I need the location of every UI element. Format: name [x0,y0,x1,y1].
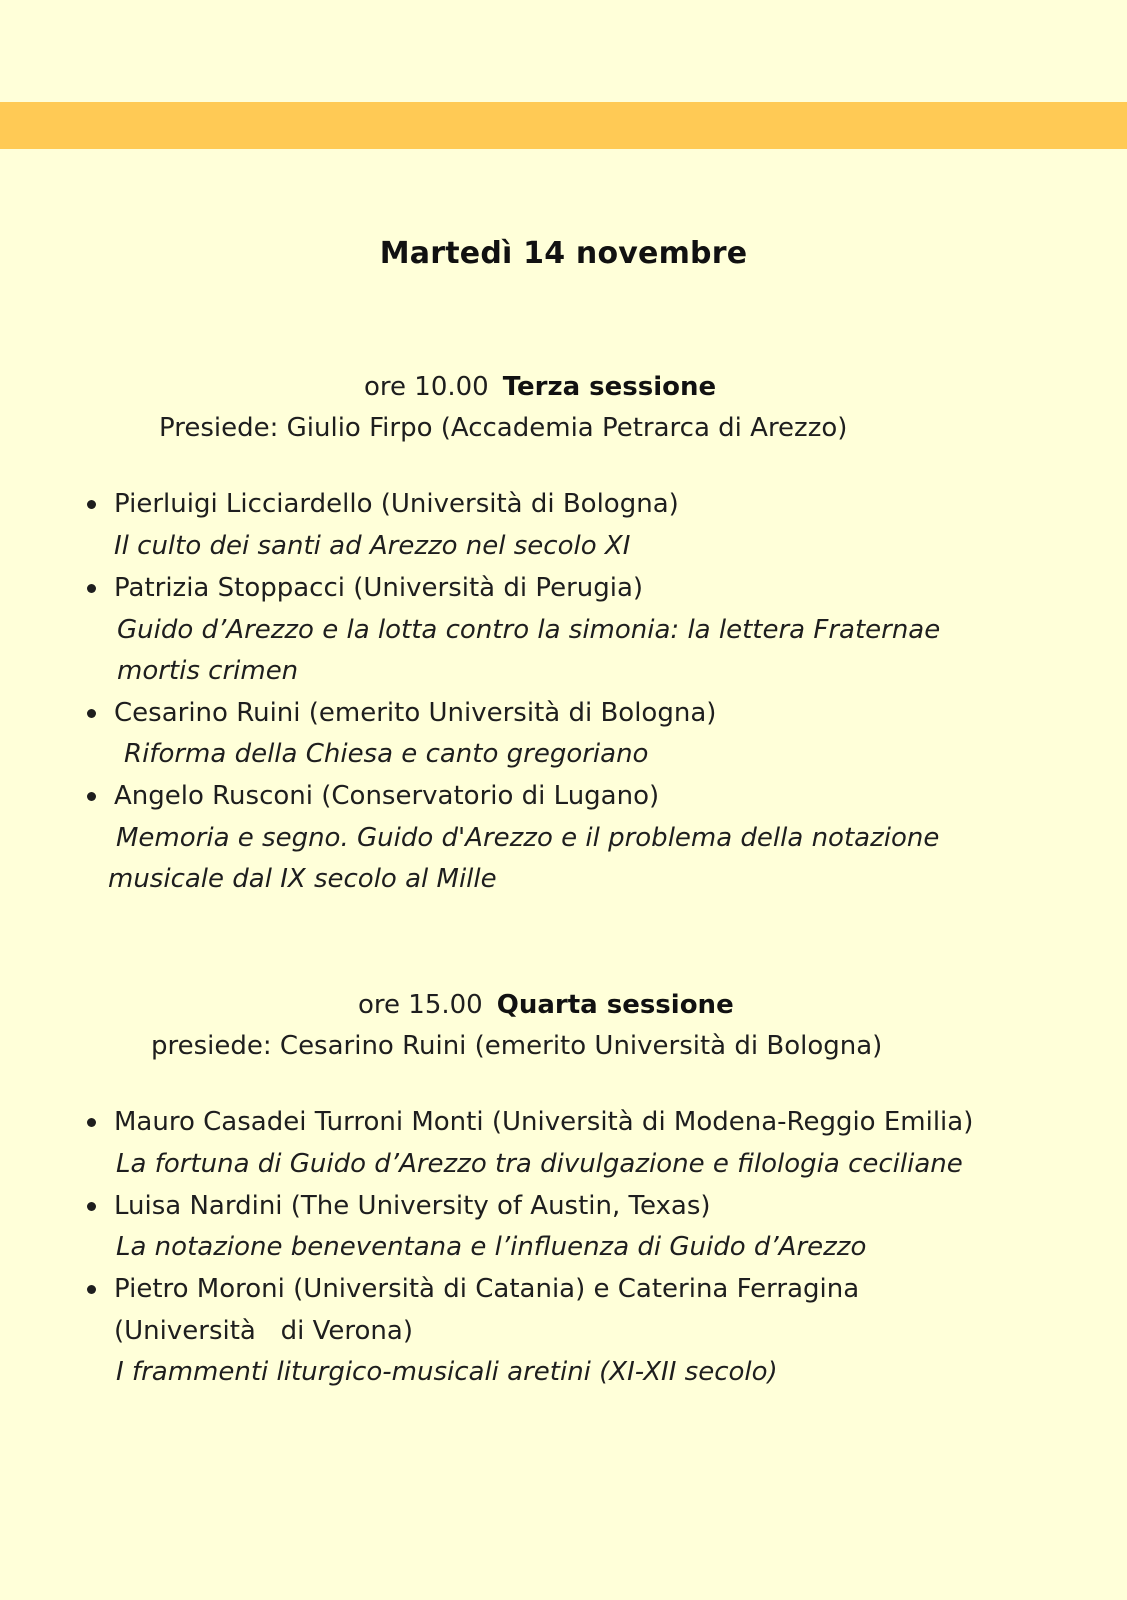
session-2-time: ore 15.00 [358,990,483,1020]
talk-title: Il culto dei santi ad Arezzo nel secolo XI [114,531,631,561]
day-title: Martedì 14 novembre [379,236,748,271]
talk-speaker: Mauro Casadei Turroni Monti (Università di Modena-Reggio Emilia) [114,1107,974,1137]
talk-title: La notazione beneventana e l’influenza di Guido d’Arezzo [116,1232,867,1262]
talk-speaker: Cesarino Ruini (emerito Università di Bologna) [114,698,717,728]
talk-speaker: Angelo Rusconi (Conservatorio di Lugano) [114,781,660,811]
session-1-chair: Presiede: Giulio Firpo (Accademia Petrarca di Arezzo) [159,413,848,443]
talk-title: mortis crimen [117,656,299,686]
talk-speaker: Patrizia Stoppacci (Università di Perugia) [114,573,644,603]
talk-speaker: Pietro Moroni (Università di Catania) e Caterina Ferragina [114,1274,860,1304]
talk-title: Memoria e segno. Guido d'Arezzo e il problema della notazione [116,823,940,853]
top-color-band [0,102,1127,149]
bullet-dot [87,1285,96,1294]
talk-title: musicale dal IX secolo al Mille [108,864,497,894]
bullet-dot [87,584,96,593]
session-2-heading [358,990,734,1020]
session-2-chair: presiede: Cesarino Ruini (emerito Università di Bologna) [151,1031,883,1061]
session-1-heading [364,372,716,402]
bullet-dot [87,792,96,801]
bullet-dot [87,1118,96,1127]
talk-title: I frammenti liturgico-musicali aretini (XI-XII secolo) [116,1357,778,1387]
session-1-name: Terza sessione [502,372,717,402]
talk-title: Riforma della Chiesa e canto gregoriano [124,739,649,769]
talk-speaker-continued: (Università di Verona) [114,1316,413,1346]
talk-title: Guido d’Arezzo e la lotta contro la simonia: la lettera Fraternae [117,615,941,645]
session-2-name: Quarta sessione [496,990,734,1020]
bullet-dot [87,1202,96,1211]
bullet-dot [87,500,96,509]
bullet-dot [87,709,96,718]
talk-speaker: Pierluigi Licciardello (Università di Bologna) [114,489,679,519]
talk-speaker: Luisa Nardini (The University of Austin, Texas) [114,1191,711,1221]
session-1-time: ore 10.00 [364,372,489,402]
talk-title: La fortuna di Guido d’Arezzo tra divulgazione e filologia ceciliane [116,1149,963,1179]
